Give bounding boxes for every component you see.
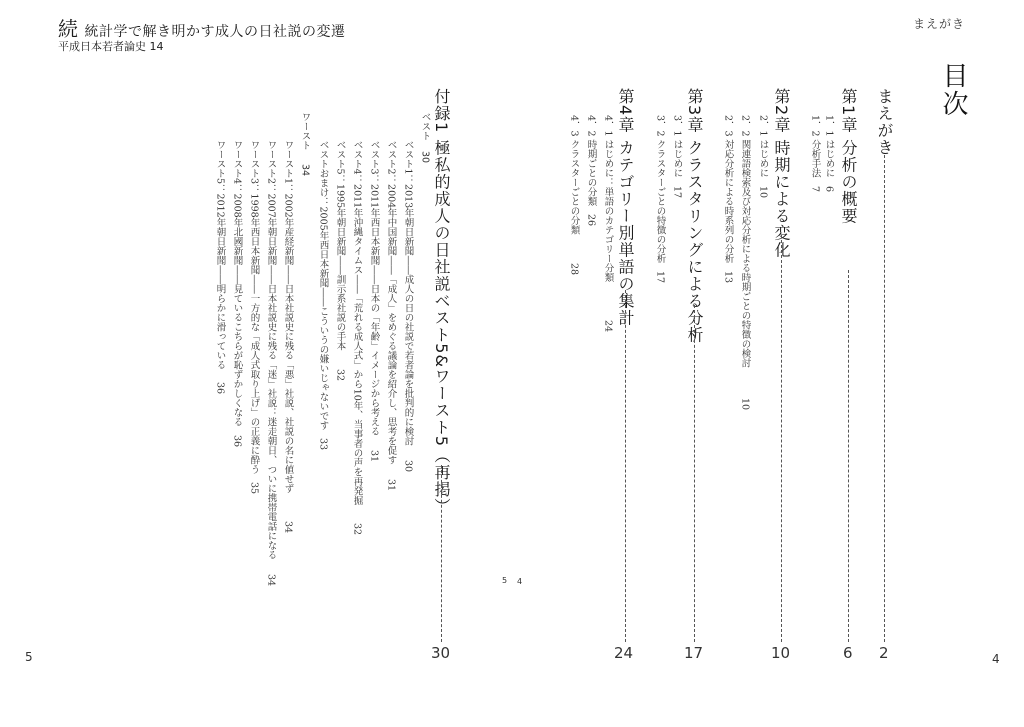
- leader-dots: [781, 235, 782, 642]
- toc-section-1-1[interactable]: 1．1 はじめに6: [823, 115, 835, 192]
- toc-section-1-2[interactable]: 1．2 分析手法7: [809, 115, 821, 192]
- book-title-main: 統計学で解き明かす成人の日社説の変遷: [84, 24, 346, 40]
- toc-section-4-3[interactable]: 4．3 クラスターごとの分類28: [568, 115, 580, 275]
- toc-item-best-1[interactable]: ベスト1：2013年朝日新聞――成人の日の社説で若者論を批判的に検討30: [402, 140, 414, 472]
- toc-item-best-5[interactable]: ベスト5：1995年朝日新聞――訓示系社説の手本32: [334, 140, 346, 381]
- toc-chapter-3[interactable]: 第3章 クラスタリングによる分析: [685, 88, 704, 344]
- toc-section-2-1[interactable]: 2．1 はじめに10: [757, 115, 769, 198]
- book-title-prefix: 続: [58, 17, 79, 41]
- page-number: 30: [431, 644, 451, 662]
- page-number: 2: [879, 644, 889, 662]
- toc-section-4-2[interactable]: 4．2 時期ごとの分類26: [585, 115, 597, 227]
- page-number: 6: [843, 644, 853, 662]
- toc-item-best-2[interactable]: ベスト2：2004年中国新聞――「成人」をめぐる議論を紹介し、思考を促す31: [385, 140, 397, 491]
- toc-chapter-4[interactable]: 第4章 カテゴリー別単語の集計: [616, 88, 635, 327]
- toc-heading: 目次: [938, 62, 968, 118]
- toc-chapter-1[interactable]: 第1章 分析の概要: [839, 88, 858, 225]
- toc-item-best-3[interactable]: ベスト3：2011年西日本新聞――日本の「年齢」イメージから考える31: [368, 140, 380, 463]
- folio-right: 4: [992, 652, 1000, 666]
- toc-appendix-1[interactable]: 付録1 極私的成人の日社説ベスト5&ワースト5（再掲）: [432, 88, 451, 516]
- toc-section-4-1[interactable]: 4．1 はじめに：単語のカテゴリー分類24: [602, 115, 614, 333]
- leader-dots: [884, 155, 885, 642]
- toc-item-best-bonus[interactable]: ベストおまけ：2005年西日本新聞――こういうの嫌いじゃないです33: [317, 140, 329, 451]
- toc-section-2-3[interactable]: 2．3 対応分析による時系列の分析13: [722, 115, 734, 284]
- page-number: 17: [684, 644, 704, 662]
- toc-group-best[interactable]: ベスト30: [419, 112, 431, 163]
- toc-item-worst-1[interactable]: ワースト1：2002年産経新聞――日本社説史に残る「悪」社説、社説の名に値せず34: [282, 140, 294, 534]
- toc-group-worst[interactable]: ワースト34: [299, 112, 311, 177]
- book-subtitle: 平成日本若者論史 14: [58, 40, 164, 53]
- page-number: 10: [771, 644, 791, 662]
- toc-section-2-2[interactable]: 2．2 関連語検索及び対応分析による時期ごとの特徴の検討10: [739, 115, 751, 410]
- toc-section-3-1[interactable]: 3．1 はじめに17: [671, 115, 683, 198]
- toc-entry-maegaki[interactable]: まえがき: [875, 88, 894, 156]
- toc-chapter-2[interactable]: 第2章 時期による変化: [772, 88, 791, 259]
- leader-dots: [625, 290, 626, 642]
- toc-item-worst-2[interactable]: ワースト2：2007年朝日新聞――日本社説史に残る「迷」社説：迷走朝日、ついに携帯電話になる34: [265, 140, 277, 586]
- gutter-mark-left: 5: [502, 576, 508, 585]
- leader-dots: [441, 465, 442, 642]
- toc-item-worst-3[interactable]: ワースト3：1998年西日本新聞――一方的な「成人式取り上げ」の正義に酔う35: [248, 140, 260, 495]
- folio-left: 5: [25, 650, 33, 664]
- toc-item-best-4[interactable]: ベスト4：2011年沖縄タイムス――「荒れる成人式」から10年、当事者の声を再発掘32: [351, 140, 363, 536]
- leader-dots: [694, 305, 695, 642]
- running-header: まえがき: [913, 17, 966, 31]
- toc-section-3-2[interactable]: 3．2 クラスターごとの特徴の分析17: [654, 115, 666, 284]
- gutter-mark-right: 4: [517, 577, 523, 586]
- toc-item-worst-5[interactable]: ワースト5：2012年朝日新聞――明らかに滑っている36: [214, 140, 226, 394]
- page-number: 24: [614, 644, 634, 662]
- toc-item-worst-4[interactable]: ワースト4：2008年北國新聞――見ているこちらが恥ずかしくなる36: [231, 140, 243, 447]
- leader-dots: [848, 270, 849, 642]
